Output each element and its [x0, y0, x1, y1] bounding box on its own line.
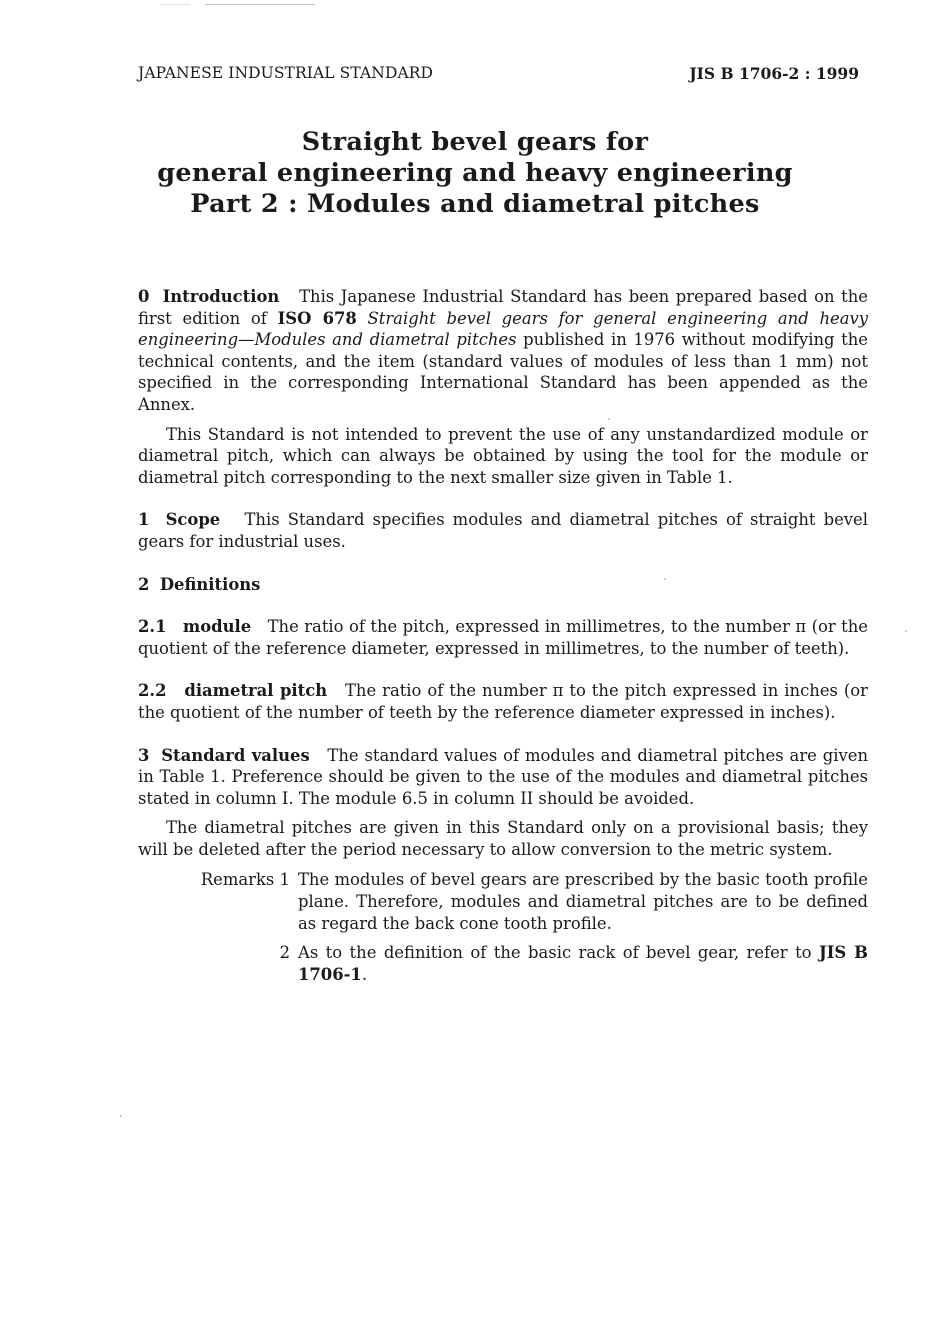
section-number: 2 — [138, 574, 150, 594]
remark-2-body: As to the definition of the basic rack of bevel gear, refer to — [298, 943, 812, 963]
definition-diametral-pitch — [138, 680, 868, 723]
definition-text: The ratio of the pitch, expressed in millimetres, to the number π (or the quotient of the reference diameter, expressed in millimetres, to the number of teeth). — [138, 617, 868, 658]
subsection-number: 2.2 — [138, 681, 167, 701]
scope-paragraph — [138, 509, 868, 552]
remark-2-number: 2 — [279, 943, 290, 963]
title-line-3: Part 2 : Modules and diametral pitches — [190, 189, 760, 219]
remarks-label: Remarks 1 — [200, 870, 290, 890]
section-number: 1 — [138, 510, 150, 530]
scan-artifact — [205, 4, 315, 5]
subsection-number: 2.1 — [138, 617, 167, 637]
remark-1 — [138, 869, 868, 934]
scope-text: This Standard specifies modules and diametral pitches of straight bevel gears for industrial uses. — [138, 510, 868, 551]
title-line-1: Straight bevel gears for — [301, 127, 649, 157]
section-heading-definitions: Definitions — [159, 574, 261, 594]
section-heading-introduction: Introduction — [162, 287, 280, 306]
term-module: module — [182, 617, 252, 637]
standard-values-paragraph-2: The diametral pitches are given in this Standard only on a provisional basis; they will be deleted after the period necessary to allow conversion to the metric system. — [138, 818, 868, 859]
jis-reference: JIS B 1706-1 — [298, 943, 869, 984]
remark-1-text: The modules of bevel gears are prescribed by the basic tooth profile plane. Therefore, modules and diametral pitches are to be defined as regard the back cone tooth profile. — [298, 870, 868, 933]
definition-module — [138, 616, 868, 659]
document-body — [138, 286, 868, 985]
term-diametral-pitch: diametral pitch — [184, 681, 328, 701]
scan-speck — [608, 418, 610, 420]
introduction-paragraph — [138, 286, 868, 416]
intro-text-1: This Japanese Industrial Standard has been prepared based on the first edition of — [138, 287, 868, 328]
remark-2-text — [298, 942, 868, 985]
section-number: 3 — [138, 745, 150, 765]
section-heading-standard-values: Standard values — [161, 745, 310, 765]
iso-reference: ISO 678 — [277, 308, 357, 328]
section-number: 0 — [138, 287, 150, 306]
definition-text: The ratio of the number π to the pitch expressed in inches (or the quotient of the number of teeth by the reference diameter expressed in inches). — [138, 681, 868, 722]
standard-values-paragraph — [138, 745, 868, 810]
title-line-2: general engineering and heavy engineering — [157, 158, 793, 188]
scan-speck — [664, 578, 666, 580]
standard-values-text: The standard values of modules and diametral pitches are given in Table 1. Preference should be given to the use of the modules and diametral pitches stated in column I. The module 6.5 in column II should be avoided. — [138, 745, 869, 808]
section-heading-scope: Scope — [165, 510, 221, 530]
scan-speck — [120, 1115, 122, 1117]
standard-number: JIS B 1706-2 : 1999 — [689, 64, 859, 83]
remark-2-end: . — [361, 964, 368, 984]
remarks-block — [138, 869, 868, 985]
document-title — [0, 127, 950, 220]
scan-artifact — [160, 4, 190, 5]
intro-text-2: published in 1976 without modifying the technical contents, and the item (standard values of modules of less than 1 mm) not specified in the corresponding International Standard has been appended as the Annex. — [138, 330, 868, 414]
definitions-heading — [138, 574, 868, 596]
remark-2 — [138, 942, 868, 985]
iso-title: Straight bevel gears for general engineering and heavy engineering—Modules and diametral pitches — [138, 308, 869, 350]
page-header — [138, 64, 859, 86]
scan-speck — [905, 630, 907, 632]
standard-label: JAPANESE INDUSTRIAL STANDARD — [138, 64, 434, 82]
introduction-paragraph-2: This Standard is not intended to prevent the use of any unstandardized module or diametral pitch, which can always be obtained by using the tool for the module or diametral pitch corresponding to the next smaller size given in Table 1. — [138, 424, 868, 487]
